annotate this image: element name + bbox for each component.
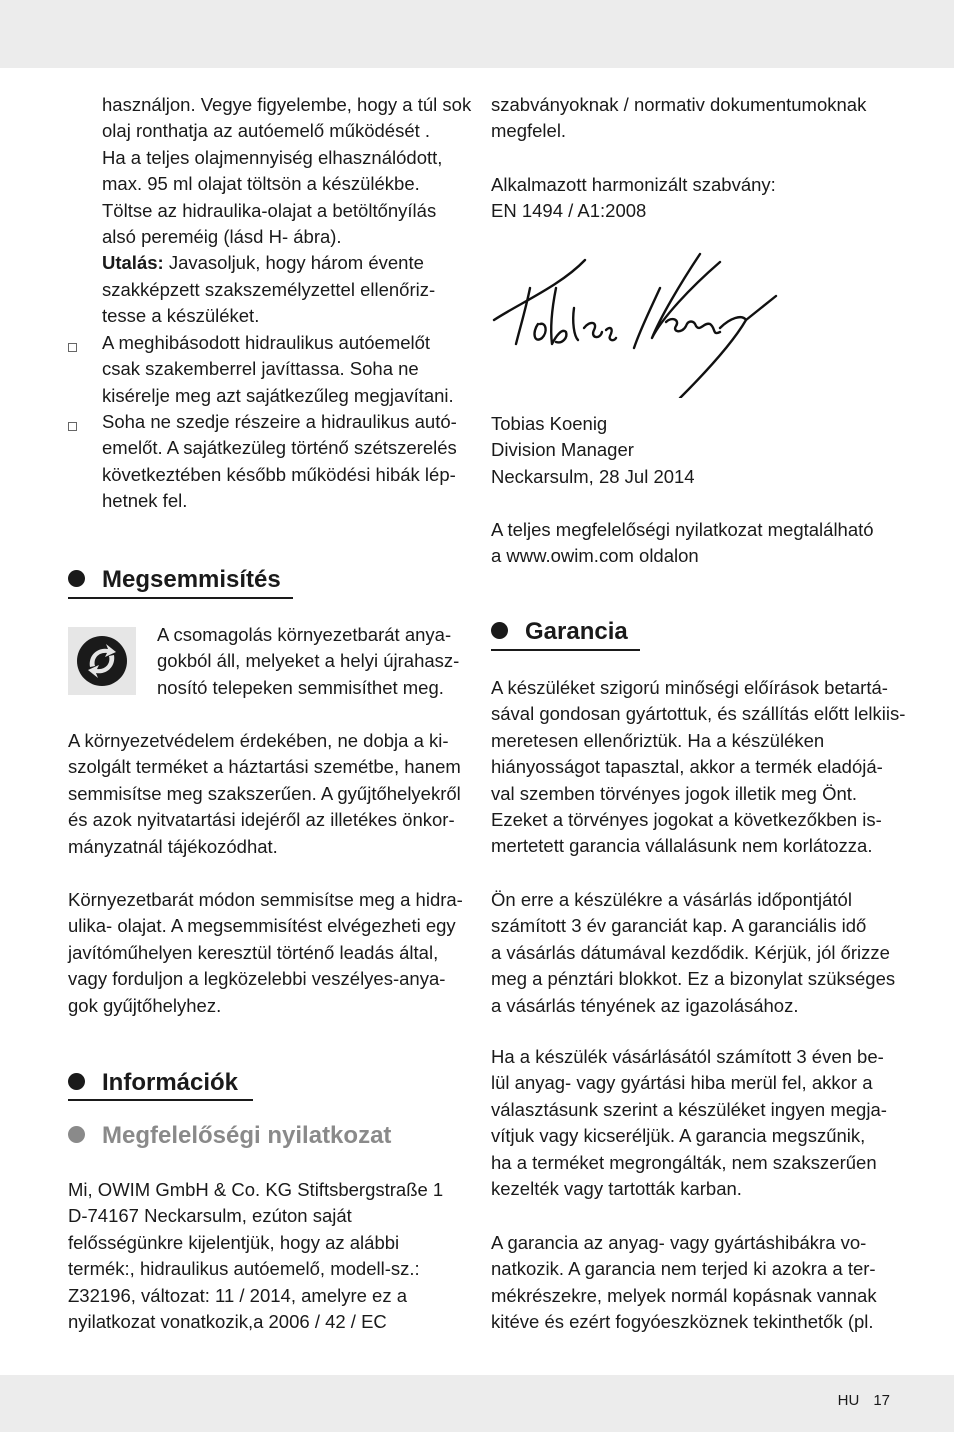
page-number: 17	[873, 1392, 890, 1409]
recycle-icon	[68, 627, 136, 695]
bullet-dot-icon	[68, 1126, 85, 1143]
warranty-paragraph-3: Ha a készülék vásárlásától számított 3 éven be- lül anyag- vagy gyártási hiba merül fel, akkor a választásunk szerint a készüléket ingyen megja- vítjuk vagy kicseréljük. A garancia megszűnik, ha a terméket megrongálták, nem szakszerűen kezelték vagy tartották karban.	[491, 1046, 887, 1200]
heading-disposal: Megsemmisítés	[68, 565, 281, 595]
checkbox-bullet-icon	[68, 422, 77, 431]
bullet-dot-icon	[68, 570, 85, 587]
heading-information: Információk	[68, 1068, 238, 1098]
oil-disposal-paragraph: Környezetbarát módon semmisítse meg a hidra- ulika- olajat. A megsemmisítést elvégezheti egy javítóműhelyen keresztül történő leadás által, vagy forduljon a legközelebbi veszélyes-anya- gok gyűjtőhelyhez.	[68, 889, 463, 1016]
bullet-dot-icon	[491, 622, 508, 639]
checkbox-bullet-icon	[68, 343, 77, 352]
full-declaration-note: A teljes megfelelőségi nyilatkozat megtalálható a www.owim.com oldalon	[491, 519, 874, 567]
bullet-item-disassembly: Soha ne szedje részeire a hidraulikus autó- emelőt. A sajátkezüleg történő szétszerelés következtében később működési hibák lép- hetnek fel.	[102, 411, 457, 512]
heading-underline	[491, 649, 640, 651]
warranty-paragraph-2: Ön erre a készülékre a vásárlás időpontjától számított 3 év garanciát kap. A garanciális idő a vásárlás dátumával kezdődik. Kérjük, jól őrizze meg a pénztári blokkot. Ez a bizonylat szükséges a vásárlás tényének az igazolásához.	[491, 889, 896, 1016]
signatory-block: Tobias Koenig Division Manager Neckarsulm, 28 Jul 2014	[491, 413, 695, 487]
heading-warranty: Garancia	[491, 617, 628, 647]
environment-paragraph: A környezetvédelem érdekében, ne dobja a ki- szolgált terméket a háztartási szemétbe, hanem semmisítse meg szakszerűen. A gyűjtőhelyekről és azok nyitvatartási idejéről az illetékes önkor- mányzatnál tájékozódhat.	[68, 730, 461, 857]
harmonized-standard: Alkalmazott harmonizált szabvány: EN 1494 / A1:2008	[491, 174, 776, 222]
warranty-paragraph-1: A készüléket szigorú minőségi előírások betartá- sával gondosan gyártottuk, és szállítás előtt lelkiis- meretesen ellenőriztük. Ha a készüléken hiányosságot tapasztal, akkor a termék eladójá- val szemben törvényes jogok illetik meg Önt. Ezeket a törvényes jogokat a következőkben is- mertetett garancia vállalásunk nem korlátozza.	[491, 677, 906, 857]
heading-underline	[68, 1099, 253, 1101]
note-label: Utalás:	[102, 252, 164, 274]
declaration-paragraph: Mi, OWIM GmbH & Co. KG Stiftsbergstraße 1 D-74167 Neckarsulm, ezúton saját felősségünkre kijelentjük, hogy az alábbi termék:, hidraulikus autóemelő, modell-sz.: Z32196, változat: 11 / 2014, amelyre ez a nyilatkozat vonatkozik,a 2006 / 42 / EC	[68, 1179, 444, 1333]
warranty-paragraph-4: A garancia az anyag- vagy gyártáshibákra vo- natkozik. A garancia nem terjed ki azokra a ter- mékrészekre, melyek normál kopásnak vannak kitéve és ezért fogyóeszköznek tekinthetők (pl.	[491, 1232, 877, 1333]
footer-bar	[0, 1375, 954, 1432]
top-bar	[0, 0, 954, 68]
signature-image	[490, 248, 790, 398]
standards-paragraph: szabványoknak / normativ dokumentumoknak megfelel.	[491, 94, 867, 142]
intro-paragraph: használjon. Vegye figyelembe, hogy a túl sok olaj ronthatja az autóemelő működését . Ha a teljes olajmennyiség elhasználódott, max. 95 ml olajat töltsön a készülékbe. Töltse az hidraulika-olajat a betöltőnyílás alsó pereméig (lásd H- ábra). Utalás: Javasoljuk, hogy három évente szakképzett szakszemélyzettel ellenőriz- tesse a készüléket.	[102, 94, 472, 327]
bullet-dot-icon	[68, 1073, 85, 1090]
packaging-paragraph: A csomagolás környezetbarát anya- gokból áll, melyeket a helyi újrahasz- nosító telepeken semmisíthet meg.	[157, 624, 460, 698]
heading-underline	[68, 597, 293, 599]
heading-conformity: Megfelelőségi nyilatkozat	[68, 1121, 391, 1151]
footer	[838, 1391, 890, 1411]
footer-language: HU	[837, 1392, 860, 1409]
bullet-item-repair: A meghibásodott hidraulikus autóemelőt csak szakemberrel javíttassa. Soha ne kisérelje meg azt sajátkezűleg megjavítani.	[102, 332, 454, 406]
